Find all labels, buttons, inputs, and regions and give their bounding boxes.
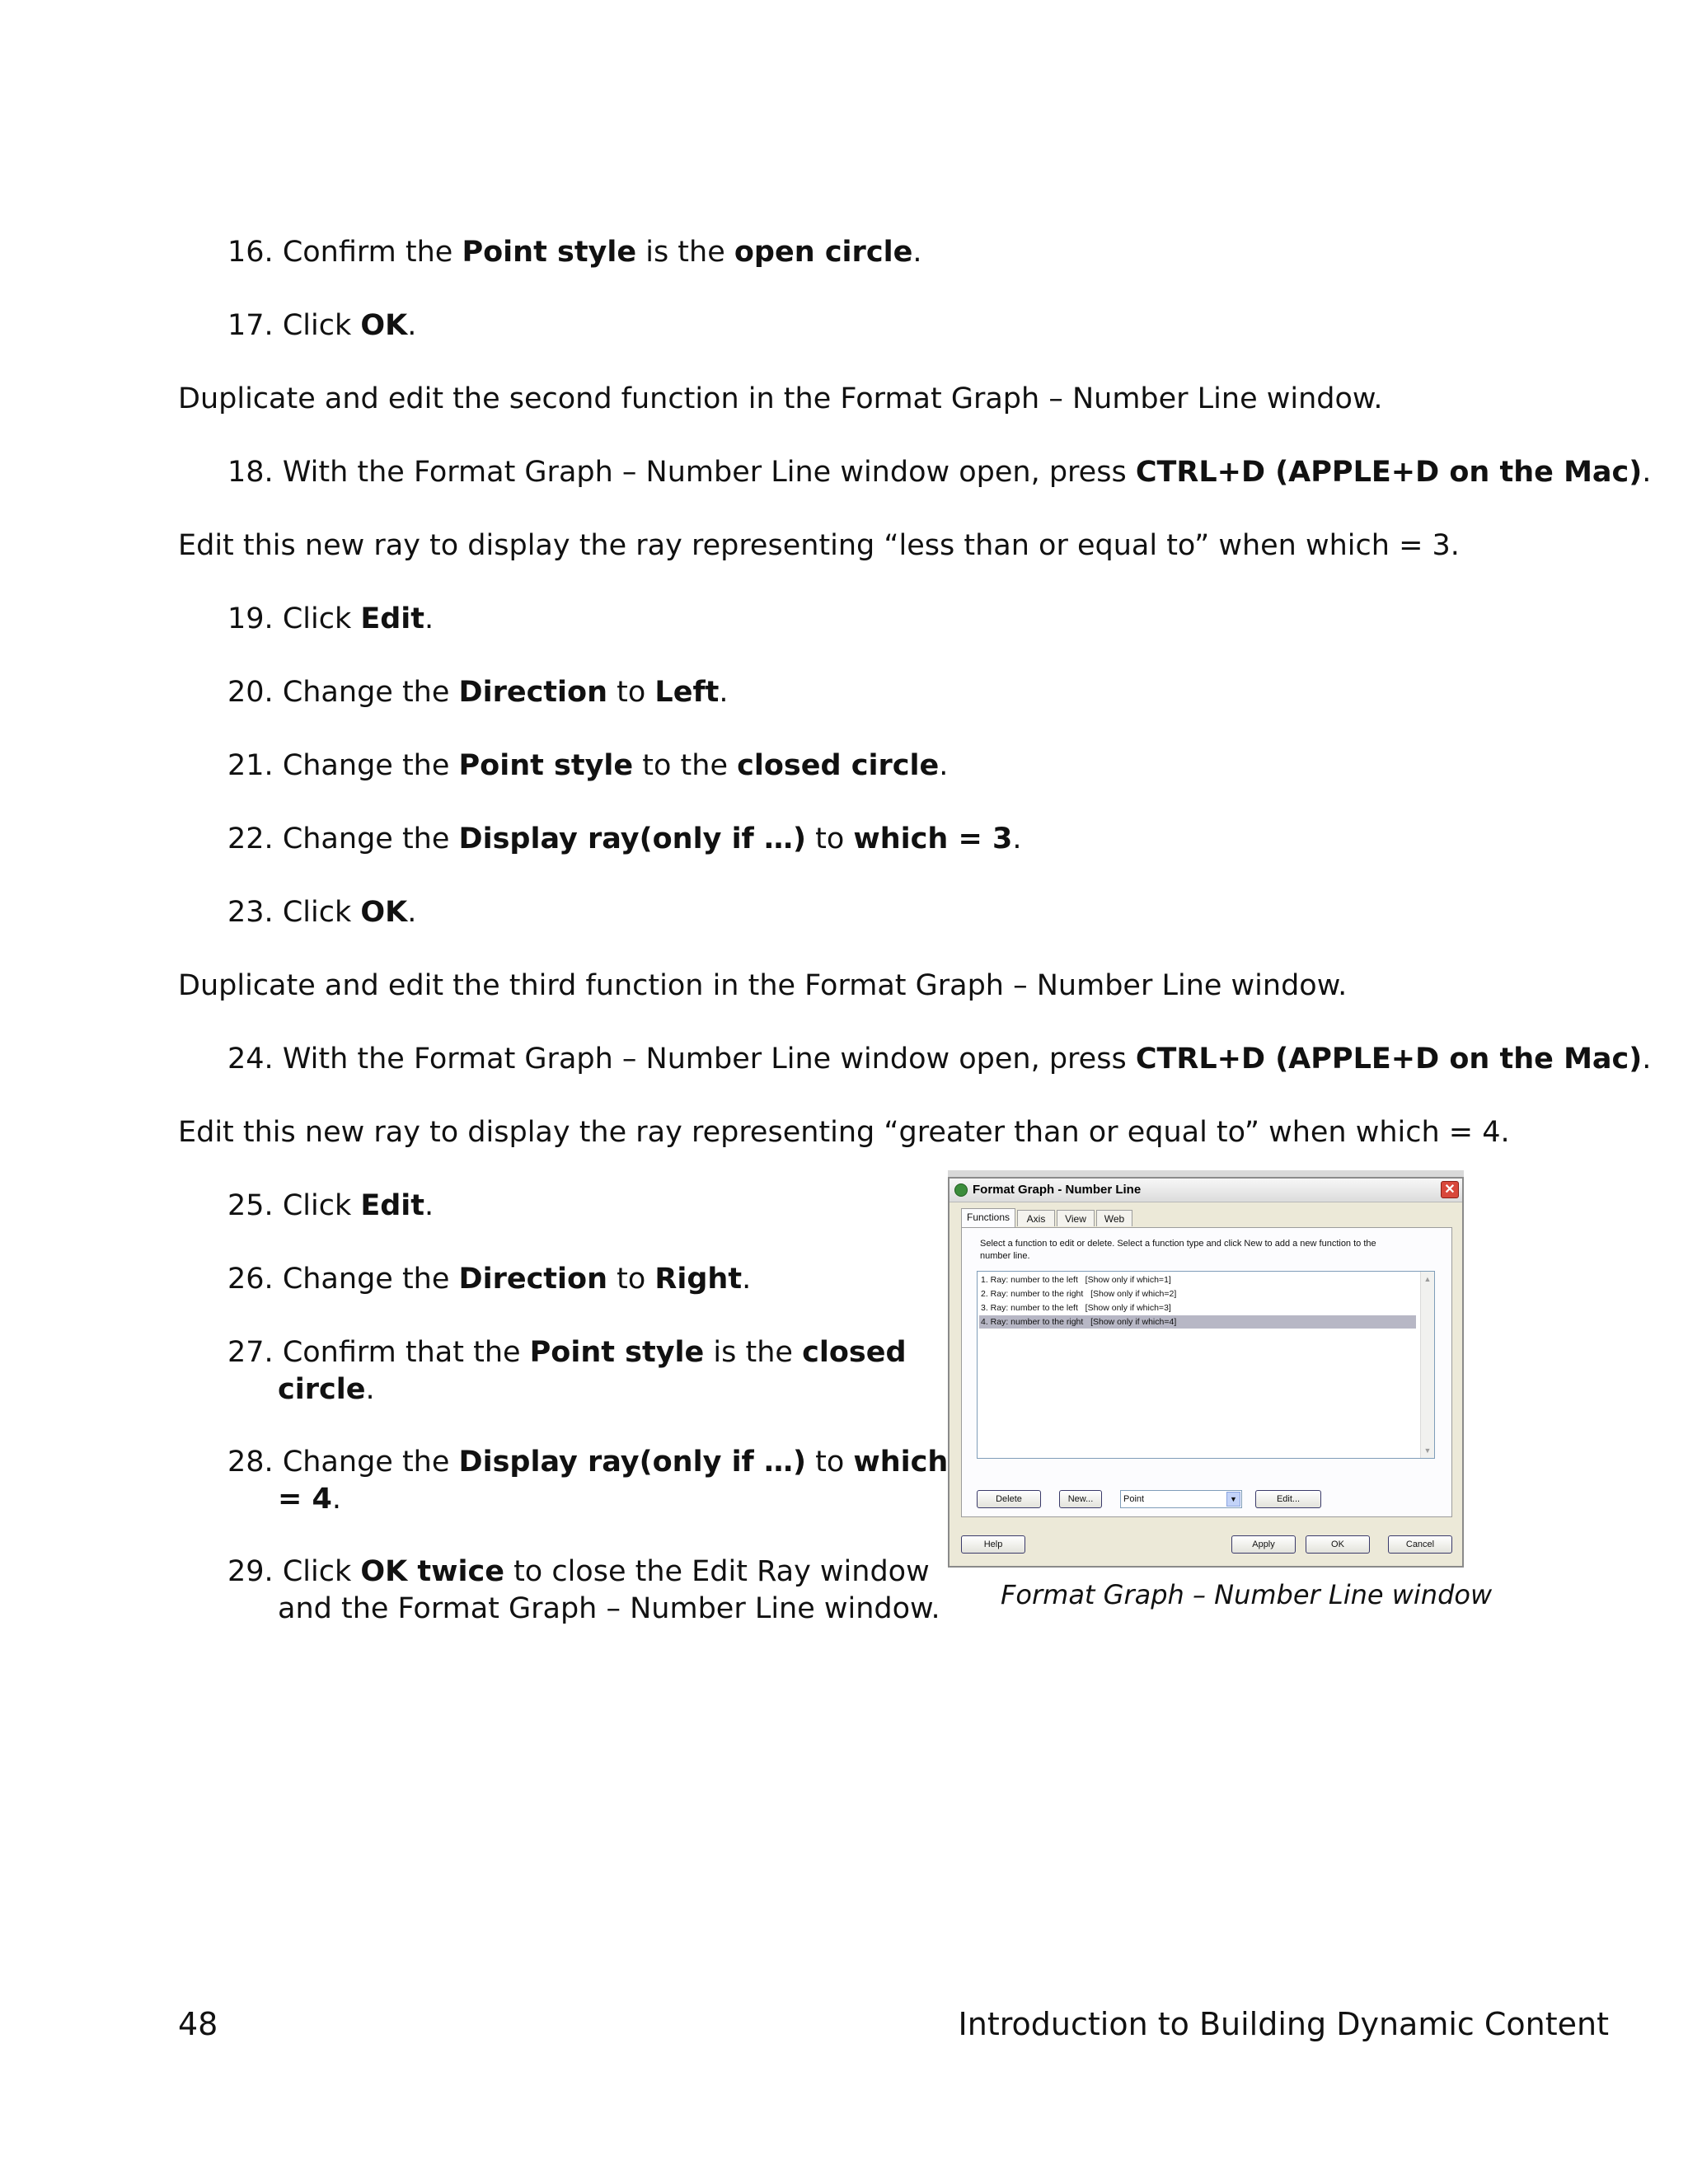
tab-web[interactable]: Web	[1096, 1210, 1132, 1226]
ok-button[interactable]: OK	[1306, 1535, 1370, 1554]
function-list[interactable]	[977, 1271, 1435, 1459]
step-24: 24. With the Format Graph – Number Line window open, press CTRL+D (APPLE+D on the Mac).	[227, 1043, 1652, 1076]
new-button[interactable]: New...	[1059, 1490, 1102, 1508]
list-item[interactable]: 3. Ray: number to the left [Show only if which=3]	[981, 1303, 1171, 1313]
step-27-continued: circle.	[278, 1373, 375, 1406]
window-title: Format Graph - Number Line	[973, 1183, 1142, 1197]
step-17: 17. Click OK.	[227, 309, 417, 342]
step-23: 23. Click OK.	[227, 896, 417, 929]
functions-panel	[961, 1227, 1452, 1517]
list-item[interactable]: 2. Ray: number to the right [Show only if which=2]	[981, 1289, 1177, 1299]
edit-button[interactable]: Edit...	[1255, 1490, 1321, 1508]
tab-axis[interactable]: Axis	[1017, 1210, 1055, 1226]
list-scrollbar[interactable]	[1420, 1272, 1434, 1458]
page-number: 48	[178, 2006, 218, 2042]
step-19: 19. Click Edit.	[227, 602, 434, 635]
figure-caption: Format Graph – Number Line window	[1001, 1579, 1493, 1610]
list-item[interactable]: 1. Ray: number to the left [Show only if which=1]	[981, 1275, 1171, 1285]
delete-button[interactable]: Delete	[977, 1490, 1041, 1508]
close-icon[interactable]: ✕	[1441, 1181, 1459, 1198]
cancel-button[interactable]: Cancel	[1388, 1535, 1452, 1554]
format-graph-window	[948, 1177, 1464, 1568]
step-27: 27. Confirm that the Point style is the closed	[227, 1336, 907, 1369]
scroll-up-icon[interactable]: ▲	[1423, 1275, 1432, 1283]
scroll-down-icon[interactable]: ▼	[1423, 1446, 1432, 1455]
paragraph-3: Duplicate and edit the third function in the Format Graph – Number Line window.	[178, 969, 1348, 1002]
step-25: 25. Click Edit.	[227, 1189, 434, 1222]
tab-view[interactable]: View	[1057, 1210, 1095, 1226]
panel-description: Select a function to edit or delete. Select a function type and click New to add a new function to the number line.	[980, 1239, 1376, 1261]
footer-title: Introduction to Building Dynamic Content	[958, 2006, 1609, 2042]
help-button[interactable]: Help	[961, 1535, 1025, 1554]
step-16: 16. Confirm the Point style is the open circle.	[227, 236, 922, 269]
step-28: 28. Change the Display ray(only if …) to which	[227, 1446, 949, 1479]
paragraph-1: Duplicate and edit the second function in the Format Graph – Number Line window.	[178, 382, 1383, 415]
step-29-continued: and the Format Graph – Number Line window.	[278, 1592, 940, 1625]
paragraph-2: Edit this new ray to display the ray representing “less than or equal to” when which = 3.	[178, 529, 1460, 562]
step-29: 29. Click OK twice to close the Edit Ray window	[227, 1555, 930, 1588]
step-18: 18. With the Format Graph – Number Line window open, press CTRL+D (APPLE+D on the Mac).	[227, 456, 1652, 489]
step-28-continued: = 4.	[278, 1483, 342, 1516]
function-type-select[interactable]	[1120, 1490, 1242, 1508]
window-title-bar	[950, 1179, 1462, 1202]
paragraph-4: Edit this new ray to display the ray representing “greater than or equal to” when which = 4.	[178, 1116, 1510, 1149]
app-icon	[954, 1183, 968, 1197]
function-type-value: Point	[1123, 1494, 1145, 1504]
chevron-down-icon[interactable]: ▼	[1226, 1492, 1240, 1507]
step-22: 22. Change the Display ray(only if …) to which = 3.	[227, 823, 1022, 855]
tab-functions[interactable]: Functions	[961, 1208, 1015, 1227]
step-26: 26. Change the Direction to Right.	[227, 1263, 752, 1296]
step-20: 20. Change the Direction to Left.	[227, 676, 729, 709]
step-21: 21. Change the Point style to the closed circle.	[227, 749, 949, 782]
list-item-selected[interactable]: 4. Ray: number to the right [Show only if which=4]	[979, 1315, 1416, 1329]
apply-button[interactable]: Apply	[1231, 1535, 1296, 1554]
